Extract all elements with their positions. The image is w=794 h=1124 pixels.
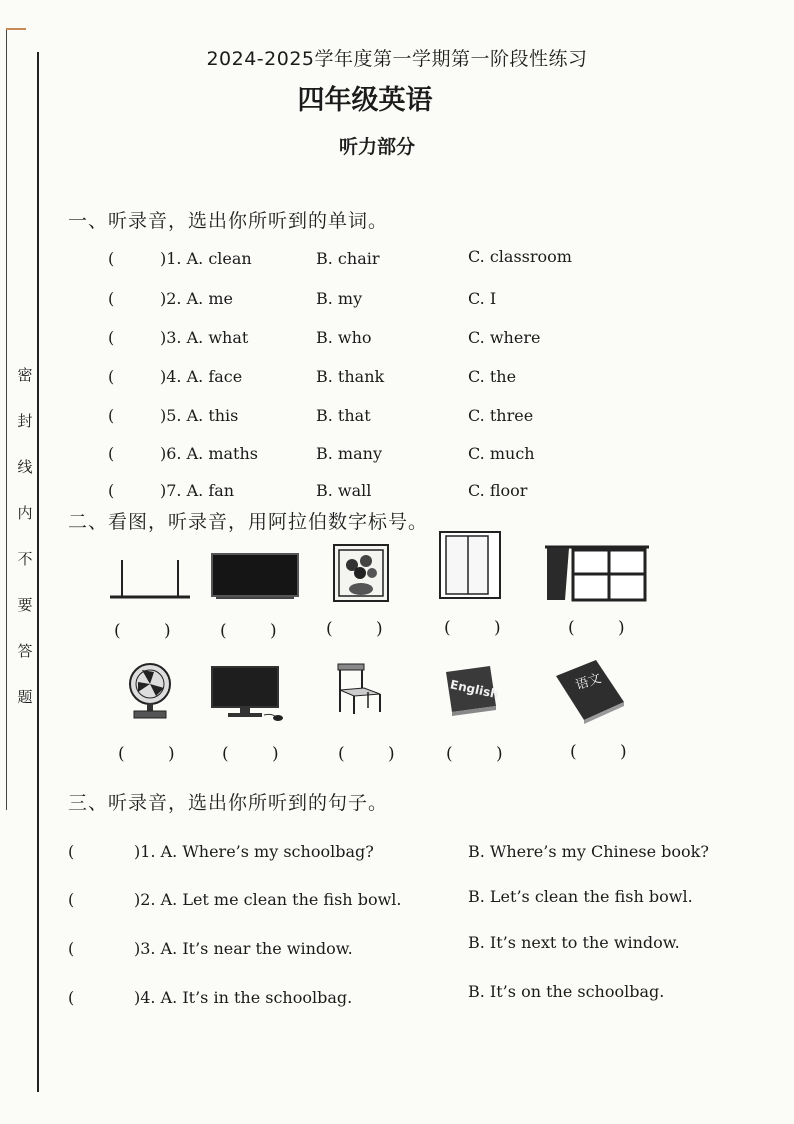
option-c: C. much: [468, 444, 535, 463]
word-question-row: [0, 481, 794, 505]
option-b: B. my: [316, 289, 363, 308]
paren-left: (: [220, 621, 227, 641]
label-blank[interactable]: [446, 744, 503, 764]
option-a: )2. A. me: [160, 289, 233, 308]
label-blank[interactable]: [444, 618, 501, 638]
option-c: C. I: [468, 289, 497, 308]
paren-left: (: [222, 744, 229, 764]
option-b: B. Where’s my Chinese book?: [468, 842, 709, 861]
section2-heading: 二、看图，听录音，用阿拉伯数字标号。: [68, 511, 429, 533]
label-blank[interactable]: [222, 744, 279, 764]
paren-right: ): [164, 621, 171, 641]
fan-icon: [124, 660, 176, 720]
paren-right: ): [388, 744, 395, 764]
corner-mark: [6, 28, 26, 34]
paren-right: ): [618, 618, 625, 638]
seal-char: 不: [17, 550, 33, 568]
answer-paren[interactable]: (: [68, 939, 75, 958]
wall-icon: [108, 556, 192, 602]
paren-right: ): [494, 618, 501, 638]
label-blank[interactable]: [114, 621, 171, 641]
seal-char: 密: [17, 366, 33, 384]
paren-right: ): [270, 621, 277, 641]
paren-left: (: [114, 621, 121, 641]
blackboard-icon: [210, 552, 300, 600]
paren-left: (: [568, 618, 575, 638]
chinese-book-icon: [552, 656, 628, 724]
option-a: )2. A. Let me clean the fish bowl.: [134, 890, 402, 909]
sentence-question-row: [0, 933, 794, 965]
answer-paren[interactable]: (: [68, 842, 75, 861]
option-b: B. wall: [316, 481, 372, 500]
answer-paren[interactable]: (: [108, 249, 115, 268]
answer-paren[interactable]: (: [108, 367, 115, 386]
label-blank[interactable]: [568, 618, 625, 638]
word-question-row: [0, 367, 794, 391]
seal-char: 线: [17, 458, 33, 476]
exam-term-title: 2024-2025学年度第一学期第一阶段性练习: [206, 48, 588, 70]
option-b: B. Let’s clean the fish bowl.: [468, 887, 693, 906]
option-a: )6. A. maths: [160, 444, 258, 463]
paren-right: ): [496, 744, 503, 764]
chair-icon: [334, 662, 396, 716]
option-a: )3. A. It’s near the window.: [134, 939, 353, 958]
label-blank[interactable]: [118, 744, 175, 764]
paren-left: (: [570, 742, 577, 762]
paren-left: (: [326, 619, 333, 639]
option-c: C. where: [468, 328, 541, 347]
word-question-row: [0, 444, 794, 468]
option-c: C. floor: [468, 481, 528, 500]
seal-char: 要: [17, 596, 33, 614]
english-book-label: English: [448, 677, 500, 702]
paren-right: ): [376, 619, 383, 639]
option-a: )7. A. fan: [160, 481, 235, 500]
word-question-row: [0, 406, 794, 430]
option-c: C. the: [468, 367, 517, 386]
picture-frame-icon: [332, 543, 390, 603]
paren-left: (: [444, 618, 451, 638]
option-a: )5. A. this: [160, 406, 239, 425]
answer-paren[interactable]: (: [108, 406, 115, 425]
answer-paren[interactable]: (: [108, 328, 115, 347]
paren-left: (: [118, 744, 125, 764]
section3-heading: 三、听录音，选出你所听到的句子。: [68, 792, 389, 814]
option-b: B. that: [316, 406, 371, 425]
sentence-question-row: [0, 887, 794, 916]
window-icon: [543, 544, 651, 604]
answer-paren[interactable]: (: [68, 890, 75, 909]
option-a: )4. A. It’s in the schoolbag.: [134, 988, 353, 1007]
answer-paren[interactable]: (: [68, 988, 75, 1007]
option-b: B. who: [316, 328, 372, 347]
seal-char: 答: [17, 642, 33, 660]
paren-right: ): [272, 744, 279, 764]
seal-char: 内: [17, 504, 33, 522]
option-c: C. classroom: [468, 247, 572, 266]
sentence-question-row: [0, 982, 794, 1014]
answer-paren[interactable]: (: [108, 481, 115, 500]
computer-icon: [210, 665, 286, 721]
option-b: B. chair: [316, 249, 380, 268]
chinese-book-label: 语文: [573, 671, 604, 694]
word-question-row: [0, 328, 794, 352]
option-b: B. many: [316, 444, 382, 463]
option-b: B. It’s next to the window.: [468, 933, 680, 952]
seal-char: 题: [17, 688, 33, 706]
word-question-row: [0, 249, 794, 273]
label-blank[interactable]: [220, 621, 277, 641]
option-b: B. thank: [316, 367, 385, 386]
section1-heading: 一、听录音，选出你所听到的单词。: [68, 210, 389, 232]
exam-part-title: 听力部分: [338, 136, 415, 158]
door-icon: [438, 530, 504, 602]
label-blank[interactable]: [338, 744, 395, 764]
option-a: )1. A. clean: [160, 249, 252, 268]
option-a: )3. A. what: [160, 328, 249, 347]
paren-left: (: [446, 744, 453, 764]
paren-right: ): [168, 744, 175, 764]
answer-paren[interactable]: (: [108, 289, 115, 308]
english-book-icon: [440, 662, 500, 720]
exam-subject-title: 四年级英语: [297, 85, 433, 116]
seal-char: 封: [17, 412, 33, 430]
answer-paren[interactable]: (: [108, 444, 115, 463]
option-b: B. It’s on the schoolbag.: [468, 982, 665, 1001]
option-a: )1. A. Where’s my schoolbag?: [134, 842, 374, 861]
paren-right: ): [620, 742, 627, 762]
option-c: C. three: [468, 406, 534, 425]
option-a: )4. A. face: [160, 367, 243, 386]
label-blank[interactable]: [326, 619, 383, 639]
paren-left: (: [338, 744, 345, 764]
word-question-row: [0, 289, 794, 313]
binding-line: [37, 52, 39, 1092]
sentence-question-row: [0, 842, 794, 868]
label-blank[interactable]: [570, 742, 627, 762]
